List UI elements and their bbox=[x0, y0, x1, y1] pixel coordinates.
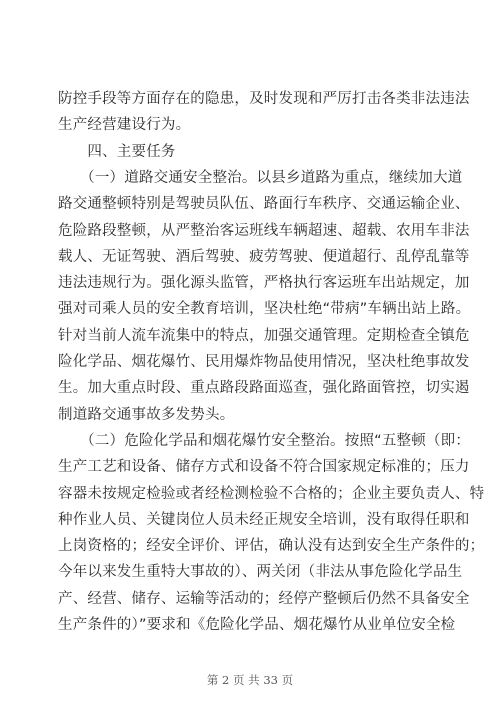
body-text-line: 生产工艺和设备、储存方式和设备不符合国家规定标准的；压力 bbox=[58, 459, 470, 476]
subsection-heading-line: （二）危险化学品和烟花爆竹安全整治。按照“五整顿（即： bbox=[58, 432, 471, 449]
body-text-line: 种作业人员、关键岗位人员未经正规安全培训，没有取得任职和 bbox=[58, 511, 470, 528]
body-text-line: 违法违规行为。强化源头监管，严格执行客运班车出站规定，加 bbox=[58, 275, 470, 292]
body-text-line: 容器未按规定检验或者经检测检验不合格的；企业主要负责人、特 bbox=[58, 485, 485, 502]
body-text-line: 上岗资格的；经安全评价、评估，确认没有达到安全生产条件的； bbox=[58, 538, 485, 555]
body-text-line: 载人、无证驾驶、酒后驾驶、疲劳驾驶、便道超行、乱停乱靠等 bbox=[58, 248, 470, 265]
body-text-line: 生产经营建设行为。 bbox=[58, 117, 191, 134]
body-text-line: 防控手段等方面存在的隐患，及时发现和严厉打击各类非法违法 bbox=[58, 91, 470, 107]
body-text-line: 今年以来发生重特大事故的）、两关闭（非法从事危险化学品生 bbox=[58, 564, 463, 581]
body-text-line: 生。加大重点时段、重点路段路面巡查，强化路面管控，切实遏 bbox=[58, 380, 470, 397]
body-text-line: 针对当前人流车流集中的特点，加强交通管理。定期检查全镇危 bbox=[58, 327, 470, 344]
body-text-line: 危险路段整顿，从严整治客运班线车辆超速、超载、农用车非法 bbox=[58, 222, 470, 239]
page-footer: 第 2 页 共 33 页 bbox=[206, 673, 294, 687]
body-text-line: 产、经营、储存、运输等活动的；经停产整顿后仍然不具备安全 bbox=[58, 590, 470, 607]
body-text-line: 生产条件的）”要求和《危险化学品、烟花爆竹从业单位安全检 bbox=[58, 617, 456, 633]
section-heading: 四、主要任务 bbox=[58, 143, 176, 160]
body-text-line: 制道路交通事故多发势头。 bbox=[58, 406, 235, 423]
subsection-heading-line: （一）道路交通安全整治。以县乡道路为重点，继续加大道 bbox=[58, 169, 463, 186]
body-text-line: 强对司乘人员的安全教育培训，坚决杜绝“带病”车辆出站上路。 bbox=[58, 301, 471, 318]
body-text-line: 路交通整顿特别是驾驶员队伍、路面行车秩序、交通运输企业、 bbox=[58, 196, 470, 213]
body-text-line: 险化学品、烟花爆竹、民用爆炸物品使用情况，坚决杜绝事故发 bbox=[58, 354, 470, 370]
